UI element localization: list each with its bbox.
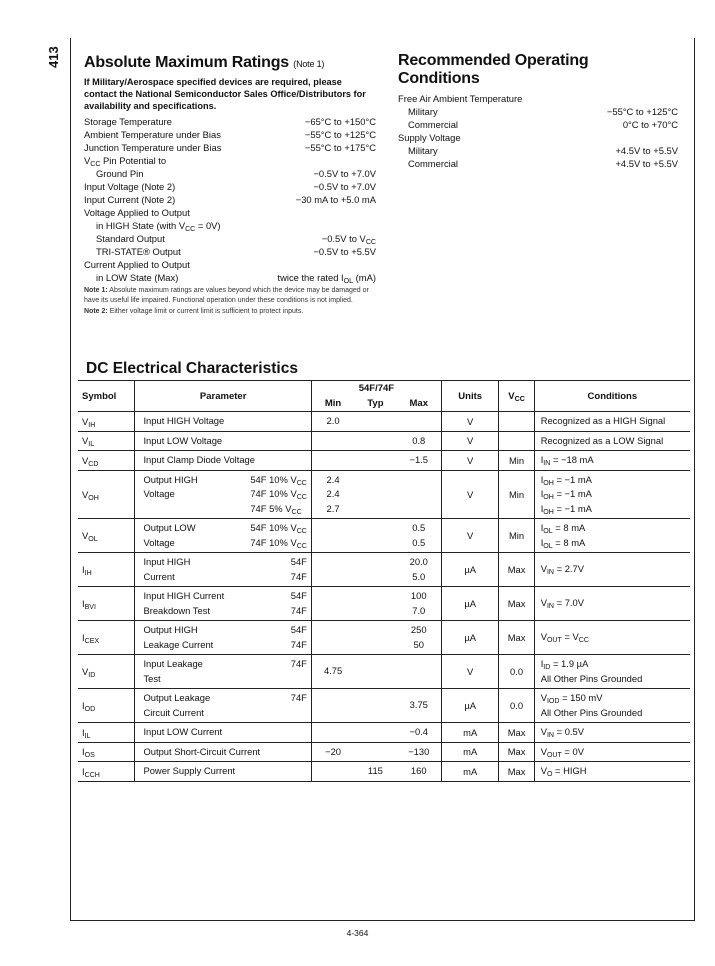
dc-max — [397, 412, 442, 432]
abs-max-label: Input Voltage (Note 2) — [84, 181, 176, 192]
abs-max-value: −0.5V to $V_{CC}$ — [321, 233, 376, 246]
dc-min: 4.75 — [323, 665, 343, 677]
dc-conditions: $I_{OH} = -1$ mA $I_{OH} = -1$ mA $I_{OH} = -1$ mA — [540, 473, 592, 516]
dc-min: 2.0 — [326, 415, 340, 426]
abs-max-value: −0.5V to +5.5V — [313, 246, 376, 257]
abs-max-label: in LOW State (Max) — [96, 272, 179, 283]
dc-min — [311, 587, 354, 621]
header-vcc: $V_{CC}$ — [499, 381, 534, 412]
abs-max-row — [84, 128, 376, 141]
dc-vcc: Min — [499, 519, 534, 553]
note-2: Note 2: Either voltage limit or current limit is sufficient to protect inputs. — [84, 308, 304, 315]
rec-op-row — [398, 131, 678, 144]
dc-min — [311, 689, 354, 723]
dc-vcc: Max — [499, 587, 534, 621]
dc-vcc: Min — [499, 470, 534, 519]
rec-op-value: +4.5V to +5.5V — [615, 145, 678, 156]
rec-op-row — [398, 144, 678, 157]
dc-vcc: Min — [499, 451, 534, 471]
dc-row — [78, 587, 690, 621]
dc-typ — [354, 723, 396, 743]
recommended-rows — [398, 92, 678, 170]
abs-max-value: twice the rated $I_{OL}$ (mA) — [277, 272, 376, 285]
dc-min: −20 — [325, 745, 342, 757]
abs-max-row — [84, 271, 376, 284]
dc-row — [78, 553, 690, 587]
dc-conditions: $V_{IN} = 2.7V$ — [540, 563, 584, 577]
dc-row — [78, 655, 690, 689]
dc-parameter: Output LOW Voltage 54F 10% $V_{CC}$ 74F 10% $V_{CC}$ — [135, 519, 311, 553]
dc-symbol: $I_{BVI}$ — [78, 587, 135, 621]
dc-units: µA — [441, 689, 498, 723]
rec-op-value: 0°C to +70°C — [622, 119, 678, 130]
dc-row — [78, 621, 690, 655]
dc-typ — [354, 519, 396, 553]
dc-max: 160 — [397, 762, 442, 782]
dc-max — [397, 655, 442, 689]
rec-op-label: Commercial — [408, 119, 459, 130]
dc-min — [311, 451, 354, 471]
header-typ: Typ — [367, 397, 384, 409]
dc-symbol: $V_{CD}$ — [78, 451, 135, 471]
dc-min — [311, 762, 354, 782]
dc-units: V — [441, 412, 498, 432]
dc-typ — [354, 431, 396, 451]
dc-units: mA — [441, 723, 498, 743]
dc-min: 2.4 2.4 2.7 — [326, 473, 340, 514]
abs-max-row — [84, 180, 376, 193]
dc-parameter: Power Supply Current — [135, 762, 311, 782]
dc-parameter: Output HIGH Leakage Current 54F 74F — [135, 621, 311, 655]
dc-max: −1.5 — [397, 451, 442, 471]
dc-units: V — [441, 655, 498, 689]
dc-typ: 115 — [367, 765, 383, 776]
header-group: 54F/74F — [311, 381, 441, 396]
dc-row — [78, 451, 690, 471]
dc-vcc: Max — [499, 553, 534, 587]
dc-vcc — [499, 431, 534, 451]
dc-min — [311, 431, 354, 451]
abs-max-row — [84, 258, 376, 271]
abs-max-label: Voltage Applied to Output — [84, 207, 190, 218]
rec-op-label: Commercial — [408, 158, 459, 169]
abs-max-label: TRI-STATE® Output — [96, 246, 181, 257]
dc-max: −130 — [397, 742, 442, 762]
dc-parameter: Output Short-Circuit Current — [135, 742, 311, 762]
dc-row — [78, 742, 690, 762]
recommended-section — [398, 52, 678, 170]
dc-symbol: $I_{IL}$ — [78, 723, 135, 743]
dc-vcc: Max — [499, 723, 534, 743]
dc-max: 250 50 — [397, 621, 442, 655]
dc-parameter: Input LOW Voltage — [135, 431, 311, 451]
dc-max: −0.4 — [397, 723, 442, 743]
dc-units: V — [441, 519, 498, 553]
abs-max-row — [84, 193, 376, 206]
abs-max-value: −65°C to +150°C — [304, 116, 376, 127]
dc-units: µA — [441, 587, 498, 621]
page-number: 413 — [46, 46, 61, 68]
dc-typ — [354, 451, 396, 471]
rec-op-value: −55°C to +125°C — [606, 106, 678, 117]
header-parameter: Parameter — [135, 381, 311, 412]
dc-conditions: $V_{IN} = 0.5V$ — [540, 726, 584, 739]
dc-symbol: $I_{CCH}$ — [78, 762, 135, 782]
dc-row — [78, 412, 690, 432]
abs-max-label: in HIGH State (with $V_{CC} = 0V$) — [96, 220, 221, 233]
dc-max: 20.0 5.0 — [397, 553, 442, 587]
dc-units: mA — [441, 762, 498, 782]
dc-conditions: Recognized as a HIGH Signal — [540, 415, 666, 426]
dc-row — [78, 519, 690, 553]
note-1: Note 1: Absolute maximum ratings are values beyond which the device may be damaged or have its useful life impaired. Functional operation under these conditions is not implied. — [84, 287, 369, 304]
rec-op-label: Supply Voltage — [398, 132, 461, 143]
abs-max-row — [84, 115, 376, 128]
dc-symbol: $V_{OL}$ — [78, 519, 135, 553]
header-max: Max — [397, 395, 442, 412]
header-conditions: Conditions — [587, 390, 638, 402]
dc-typ — [354, 587, 396, 621]
abs-max-label: $V_{CC}$ Pin Potential to — [84, 155, 167, 168]
dc-units: V — [441, 470, 498, 519]
dc-parameter: Input Clamp Diode Voltage — [135, 451, 311, 471]
rec-op-value: +4.5V to +5.5V — [615, 158, 678, 169]
abs-max-label: Input Current (Note 2) — [84, 194, 176, 205]
dc-parameter: Output HIGH Voltage 54F 10% $V_{CC}$ 74F 10% $V_{CC}$ 74F 5% $V_{CC}$ — [135, 470, 311, 519]
abs-max-row — [84, 232, 376, 245]
dc-vcc: Max — [499, 742, 534, 762]
abs-max-label: Ambient Temperature under Bias — [84, 129, 221, 140]
dc-vcc — [499, 412, 534, 432]
abs-max-value: −55°C to +175°C — [304, 142, 376, 153]
absolute-max-rows — [84, 115, 376, 284]
dc-vcc: 0.0 — [499, 655, 534, 689]
dc-parameter: Input LOW Current — [135, 723, 311, 743]
dc-title: DC Electrical Characteristics — [86, 360, 298, 377]
dc-typ — [354, 470, 396, 519]
dc-units: V — [441, 431, 498, 451]
dc-parameter: Input HIGH Current 54F 74F — [135, 553, 311, 587]
dc-vcc: Max — [499, 621, 534, 655]
abs-max-row — [84, 167, 376, 180]
abs-max-value: −30 mA to +5.0 mA — [295, 194, 376, 205]
dc-conditions: $I_{OL} = 8$ mA $I_{OL} = 8$ mA — [540, 522, 586, 550]
dc-parameter: Output Leakage Circuit Current 74F — [135, 689, 311, 723]
header-symbol: Symbol — [78, 381, 135, 412]
dc-symbol: $I_{CEX}$ — [78, 621, 135, 655]
abs-max-row — [84, 154, 376, 167]
dc-max: 0.8 — [397, 431, 442, 451]
abs-max-label: Storage Temperature — [84, 116, 172, 127]
recommended-title: Recommended Operating Conditions — [398, 52, 589, 87]
dc-conditions: $V_{OUT} = 0V$ — [540, 745, 584, 759]
dc-parameter: Input Leakage Test 74F — [135, 655, 311, 689]
rec-op-row — [398, 118, 678, 131]
abs-max-value: −0.5V to +7.0V — [313, 168, 376, 179]
abs-max-value: −0.5V to +7.0V — [313, 181, 376, 192]
dc-symbol: $V_{ID}$ — [78, 655, 135, 689]
dc-conditions: $V_{OUT} = V_{CC}$ — [540, 631, 589, 645]
rec-op-label: Military — [408, 106, 438, 117]
dc-units: µA — [441, 621, 498, 655]
abs-max-value: −55°C to +125°C — [304, 129, 376, 140]
dc-min — [311, 519, 354, 553]
dc-symbol: $V_{IL}$ — [78, 431, 135, 451]
dc-typ — [354, 412, 396, 432]
dc-max: 3.75 — [397, 689, 442, 723]
abs-max-label: Standard Output — [96, 233, 165, 244]
dc-typ — [354, 553, 396, 587]
abs-max-label: Ground Pin — [96, 168, 144, 179]
abs-max-row — [84, 219, 376, 232]
dc-conditions: Recognized as a LOW Signal — [540, 434, 664, 446]
absolute-max-title: Absolute Maximum Ratings (Note 1) — [84, 54, 325, 71]
rec-op-row — [398, 92, 678, 105]
dc-row — [78, 431, 690, 451]
dc-max: 0.5 0.5 — [397, 519, 442, 553]
dc-units: µA — [441, 553, 498, 587]
dc-symbol: $I_{OS}$ — [78, 742, 135, 762]
military-warning: If Military/Aerospace specified devices are required, please contact the National Semiconductor Sales Office/Distributors for availability and specifications. — [84, 77, 366, 111]
dc-table — [78, 380, 690, 782]
dc-units: mA — [441, 742, 498, 762]
dc-typ — [354, 655, 396, 689]
dc-symbol: $I_{IH}$ — [78, 553, 135, 587]
rec-op-row — [398, 157, 678, 170]
dc-min — [311, 553, 354, 587]
dc-typ — [354, 742, 396, 762]
dc-max — [397, 470, 442, 519]
page-footer: 4-364 — [346, 928, 369, 938]
abs-max-row — [84, 206, 376, 219]
dc-conditions: $V_{IN} = 7.0V$ — [540, 597, 584, 611]
dc-row — [78, 762, 690, 782]
rec-op-label: Military — [408, 145, 438, 156]
dc-conditions: $I_{IN} = -18$ mA — [540, 454, 594, 467]
dc-symbol: $I_{OD}$ — [78, 689, 135, 723]
dc-parameter: Input HIGH Voltage — [135, 412, 311, 432]
dc-symbol: $V_{IH}$ — [78, 412, 135, 432]
dc-row — [78, 470, 690, 519]
absolute-max-section — [84, 54, 376, 317]
dc-min — [311, 723, 354, 743]
rec-op-label: Free Air Ambient Temperature — [398, 93, 523, 104]
dc-row — [78, 723, 690, 743]
dc-symbol: $V_{OH}$ — [78, 470, 135, 519]
dc-vcc: Max — [499, 762, 534, 782]
abs-max-row — [84, 245, 376, 258]
dc-typ — [354, 689, 396, 723]
dc-row — [78, 689, 690, 723]
dc-vcc: 0.0 — [499, 689, 534, 723]
rec-op-row — [398, 105, 678, 118]
dc-min — [311, 621, 354, 655]
header-min: Min — [324, 397, 342, 409]
header-units: Units — [441, 381, 498, 412]
dc-conditions: $V_{IOD} = 150$ mV All Other Pins Grounded — [540, 692, 643, 718]
dc-conditions: $V_O$ = HIGH — [540, 765, 587, 778]
abs-max-label: Junction Temperature under Bias — [84, 142, 222, 153]
dc-conditions: $I_{ID} = 1.9$ µA All Other Pins Grounded — [540, 658, 643, 684]
dc-units: V — [441, 451, 498, 471]
dc-typ — [354, 621, 396, 655]
dc-max: 100 7.0 — [397, 587, 442, 621]
dc-parameter: Input HIGH Current Breakdown Test 54F 74F — [135, 587, 311, 621]
abs-max-label: Current Applied to Output — [84, 259, 190, 270]
abs-max-row — [84, 141, 376, 154]
